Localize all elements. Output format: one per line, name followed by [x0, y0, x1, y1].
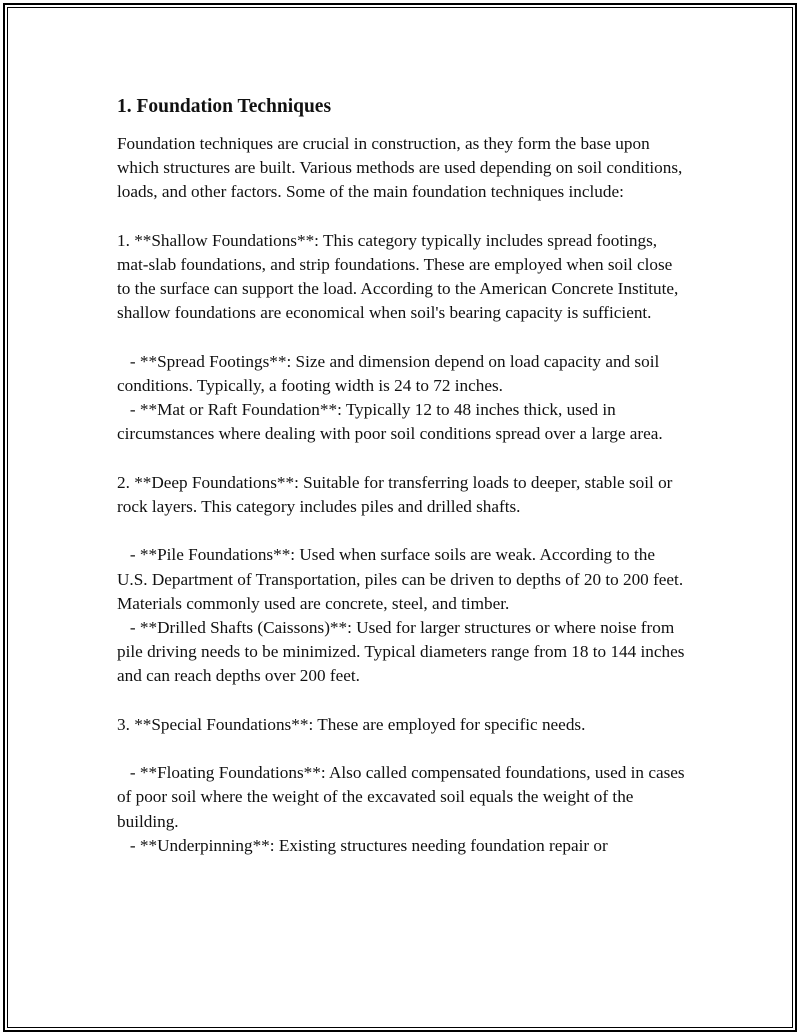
- document-body: [117, 94, 687, 858]
- special-foundations-paragraph: 3. **Special Foundations**: These are employed for specific needs.: [117, 714, 586, 734]
- deep-foundations-paragraph: 2. **Deep Foundations**: Suitable for transferring loads to deeper, stable soil or rock layers. This category includes piles and drilled shafts.: [117, 472, 677, 516]
- mat-raft-foundation-item: - **Mat or Raft Foundation**: Typically 12 to 48 inches thick, used in circumstances where dealing with poor soil conditions spread over a large area.: [117, 400, 663, 444]
- shallow-foundations-paragraph: 1. **Shallow Foundations**: This category typically includes spread footings, mat-slab foundations, and strip foundations. These are employed when soil close to the surface can support the load. According to the American Concrete Institute, shallow foundations are economical when soil's bearing capacity is sufficient.: [117, 230, 683, 323]
- drilled-shafts-item: - **Drilled Shafts (Caissons)**: Used for larger structures or where noise from pile driving needs to be minimized. Typical diameters range from 18 to 144 inches and can reach depths over 200 feet.: [117, 618, 689, 686]
- intro-paragraph: Foundation techniques are crucial in construction, as they form the base upon which structures are built. Various methods are used depending on soil conditions, loads, and other factors. Some of the main foundation techniques include:: [117, 134, 687, 202]
- pile-foundations-item: - **Pile Foundations**: Used when surface soils are weak. According to the U.S. Department of Transportation, piles can be driven to depths of 20 to 200 feet. Materials commonly used are concrete, steel, and timber.: [117, 545, 688, 613]
- floating-foundations-item: - **Floating Foundations**: Also called compensated foundations, used in cases of poor soil where the weight of the excavated soil equals the weight of the building.: [117, 763, 689, 831]
- spread-footings-item: - **Spread Footings**: Size and dimension depend on load capacity and soil conditions. Typically, a footing width is 24 to 72 inches.: [117, 351, 664, 395]
- underpinning-item: - **Underpinning**: Existing structures needing foundation repair or: [117, 835, 608, 855]
- section-heading: 1. Foundation Techniques: [117, 96, 332, 117]
